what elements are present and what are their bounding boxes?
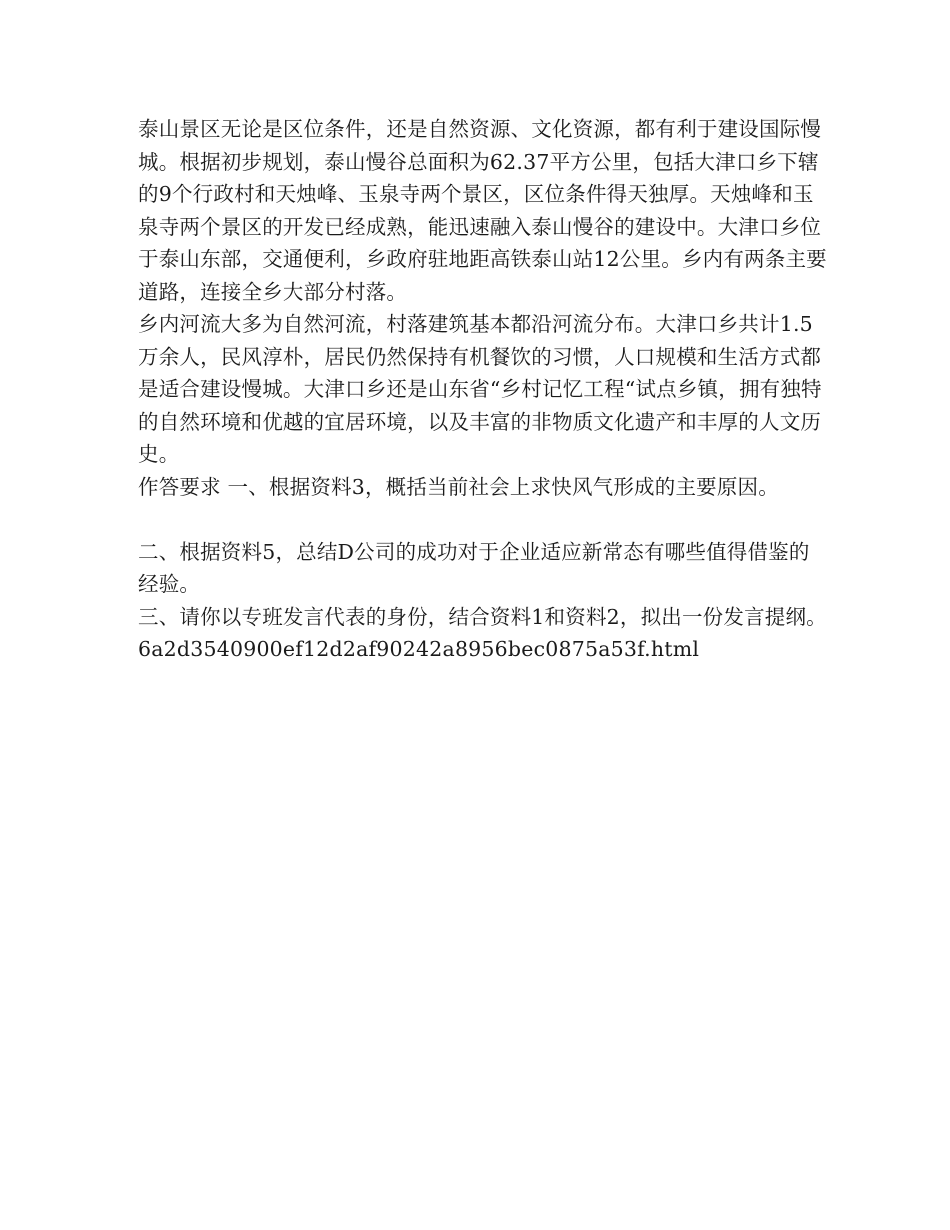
paragraph-river-population: 乡内河流大多为自然河流，村落建筑基本都沿河流分布。大津口乡共计1.5万余人，民风淳朴，居民仍然保持有机餐饮的习惯，人口规模和生活方式都是适合建设慢城。大津口乡还是山东省“乡村记忆工程“试点乡镇，拥有独特的自然环境和优越的宜居环境，以及丰富的非物质文化遗产和丰厚的人文历史。 <box>138 312 822 466</box>
question-3: 三、请你以专班发言代表的身份，结合资料1和资料2，拟出一份发言提纲。 <box>138 604 827 629</box>
paragraph-taishan-location: 泰山景区无论是区位条件，还是自然资源、文化资源，都有利于建设国际慢城。根据初步规划，泰山慢谷总面积为62.37平方公里，包括大津口乡下辖的9个行政村和天烛峰、玉泉寺两个景区，区位条件得天独厚。天烛峰和玉泉寺两个景区的开发已经成熟，能迅速融入泰山慢谷的建设中。大津口乡位于泰山东部，交通便利，乡政府驻地距高铁泰山站12公里。乡内有两条主要道路，连接全乡大部分村落。 <box>138 117 827 304</box>
blank-line <box>138 503 828 536</box>
footer-filename: 6a2d3540900ef12d2af90242a8956bec0875a53f.html <box>138 637 700 661</box>
paragraph-answer-requirement-1: 作答要求 一、根据资料3，概括当前社会上求快风气形成的主要原因。 <box>138 474 779 499</box>
document-body <box>138 113 828 666</box>
question-2: 二、根据资料5，总结D公司的成功对于企业适应新常态有哪些值得借鉴的经验。 <box>138 539 810 596</box>
